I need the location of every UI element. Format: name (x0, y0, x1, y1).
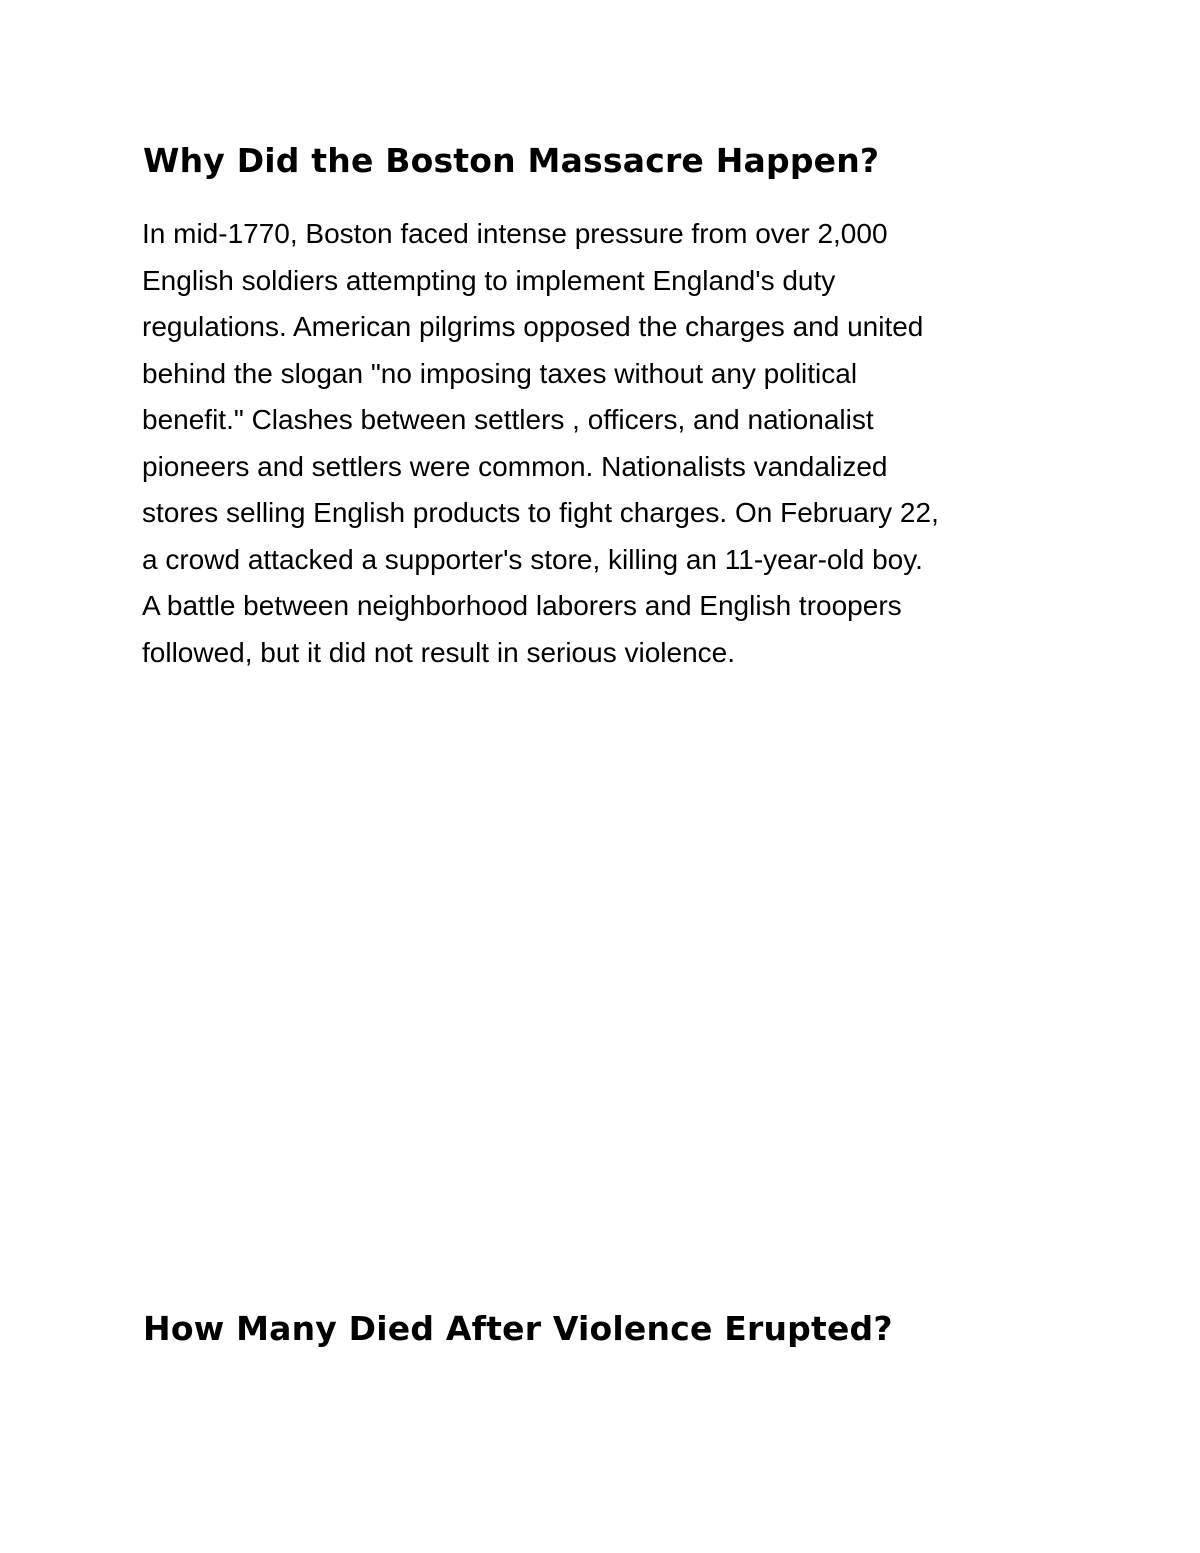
body-paragraph (142, 211, 1082, 676)
paragraph-line: stores selling English products to fight charges. On February 22, (142, 497, 939, 528)
paragraph-line: regulations. American pilgrims opposed the charges and united (142, 311, 924, 342)
section-heading-why-massacre: Why Did the Boston Massacre Happen? (143, 141, 880, 180)
paragraph-line: behind the slogan "no imposing taxes without any political (142, 357, 858, 389)
paragraph-line: A battle between neighborhood laborers and English troopers (142, 590, 902, 621)
paragraph-line: pioneers and settlers were common. Nationalists vandalized (142, 450, 888, 482)
section-heading-how-many-died: How Many Died After Violence Erupted? (143, 1309, 893, 1348)
paragraph-line: English soldiers attempting to implement England's duty (142, 264, 836, 296)
paragraph-line: In mid-1770, Boston faced intense pressure from over 2,000 (142, 218, 888, 249)
paragraph-line: benefit." Clashes between settlers , officers, and nationalist (142, 404, 874, 435)
paragraph-line: followed, but it did not result in serious violence. (142, 636, 735, 668)
paragraph-line: a crowd attacked a supporter's store, killing an 11-year-old boy. (142, 543, 923, 575)
